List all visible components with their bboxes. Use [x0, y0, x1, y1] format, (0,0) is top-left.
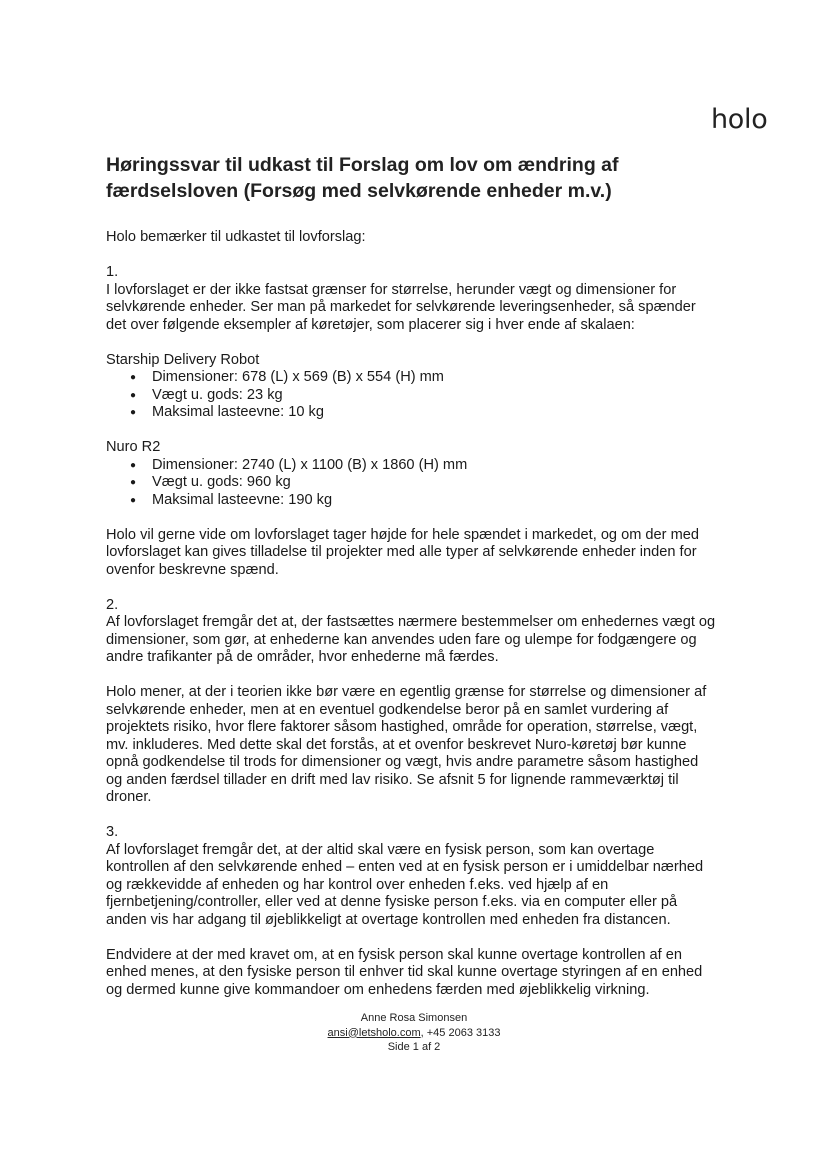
page-footer [0, 1011, 828, 1055]
page-number: Side 1 af 2 [387, 1041, 441, 1053]
section-1-number: 1. [106, 264, 119, 280]
document-title: Høringssvar til udkast til Forslag om lov om ændring af færdselsloven (Forsøg med selvkørende enheder m.v.) [106, 154, 619, 202]
vehicle-specs-starship [106, 369, 718, 422]
section-1-closing: Holo vil gerne vide om lovforslaget tager højde for hele spændet i markedet, og om der med lovforslaget kan gives tilladelse til projekter med alle typer af selvkørende enheder inden for ovenfor beskrevne spænd. [106, 526, 699, 578]
section-3-text: Af lovforslaget fremgår det, at der altid skal være en fysisk person, som kan overtage kontrollen af den selvkørende enhed – enten ved at en fysisk person er i umiddelbar nærhed og rækkevidde af enheden og har kontrol over enheden f.eks. ved hjælp af en fjernbetjening/controller, eller ved at denne fysiske person f.eks. via en computer eller på anden vis har adgang til øjeblikkeligt at overtage kontrollen med enheden fra distancen. [106, 841, 704, 928]
section-2-text: Af lovforslaget fremgår det at, der fastsættes nærmere bestemmelser om enhedernes vægt og dimensioner, som gør, at enhederne kan anvendes uden fare og ulempe for fodgængere og andre trafikanter på de områder, hvor enhederne må færdes. [106, 614, 716, 665]
section-3-number: 3. [106, 824, 119, 840]
section-1-text: I lovforslaget er der ikke fastsat grænser for størrelse, herunder vægt og dimensioner for selvkørende enheder. Ser man på markedet for selvkørende leveringsenheder, så spænder det over følgende eksempler af køretøjer, som placerer sig i hver ende af skalaen: [106, 281, 696, 333]
phone-number: , +45 2063 3133 [420, 1026, 501, 1039]
section-3-text-2: Endvidere at der med kravet om, at en fysisk person skal kunne overtage kontrollen af en enhed menes, at den fysiske person til enhver tid skal kunne overtage styringen af en enhed og dermed kunne give kommandoer om enhedens færden med øjeblikkelig virkning. [106, 946, 703, 998]
author-name: Anne Rosa Simonsen [360, 1012, 468, 1024]
document-body [106, 152, 718, 999]
contact-line [0, 1026, 828, 1041]
spec-item: ● Dimensioner: 678 (L) x 569 (B) x 554 (H) mm [152, 369, 718, 387]
spec-item: ● Maksimal lasteevne: 10 kg [152, 404, 718, 422]
intro-paragraph: Holo bemærker til udkastet til lovforslag: [106, 229, 366, 245]
spec-item: ● Maksimal lasteevne: 190 kg [152, 492, 718, 510]
section-2-number: 2. [106, 596, 119, 613]
section-2-text-2: Holo mener, at der i teorien ikke bør være en egentlig grænse for størrelse og dimensioner af selvkørende enheder, men at en eventuel godkendelse beror på en samlet vurdering af projektets risiko, hvor flere faktorer såsom hastighed, område for operation, størrelse, vægt, mv. inkluderes. Med dette skal det forstås, at et ovenfor beskrevet Nuro-køretøj bør kunne opnå godkendelse til trods for dimensioner og vægt, hvis andre parametre såsom hastighed og anden færdsel tillader en drift med lav risiko. Se afsnit 5 for lignende rammeværktøj til droner. [106, 684, 707, 805]
vehicle-name-nuro: Nuro R2 [106, 439, 161, 455]
vehicle-name-starship: Starship Delivery Robot [106, 351, 260, 368]
spec-item: ● Vægt u. gods: 23 kg [152, 387, 718, 405]
spec-item: ● Dimensioner: 2740 (L) x 1100 (B) x 1860 (H) mm [152, 457, 718, 475]
holo-logo: holo [711, 104, 768, 135]
email-link[interactable]: ansi@letsholo.com [327, 1026, 421, 1039]
spec-item: ● Vægt u. gods: 960 kg [152, 474, 718, 492]
vehicle-specs-nuro [106, 457, 718, 510]
